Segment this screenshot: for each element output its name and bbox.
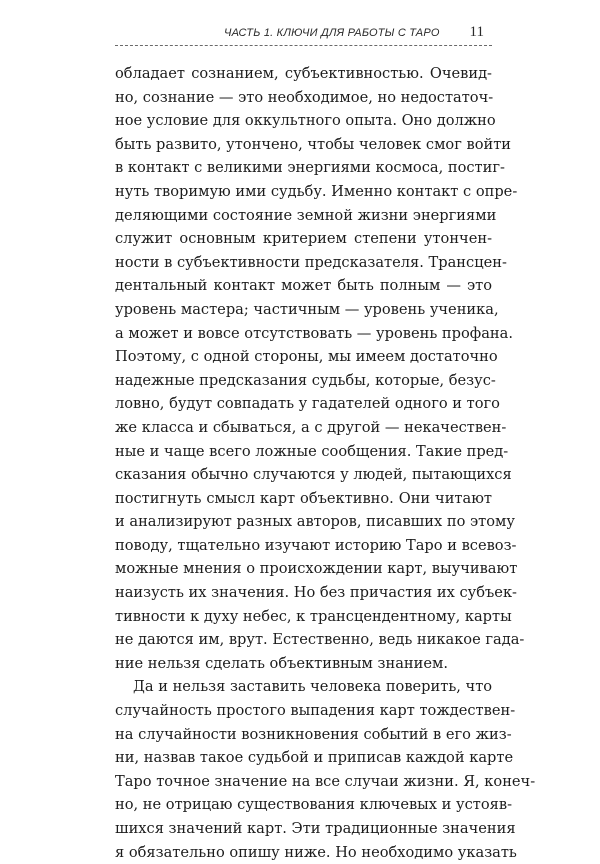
- text-line: я обязательно опишу ниже. Но необходимо указать: [115, 843, 517, 861]
- text-line: дентальный контакт может быть полным — это: [115, 277, 492, 295]
- chapter-title: ЧАСТЬ 1. КЛЮЧИ ДЛЯ РАБОТЫ С ТАРО: [224, 27, 440, 39]
- text-line: деляющими состояние земной жизни энергиями: [115, 206, 497, 224]
- text-line: ловно, будут совпадать у гадателей одного и того: [115, 395, 500, 413]
- text-line: надежные предсказания судьбы, которые, безус-: [115, 371, 496, 389]
- text-line: же класса и сбываться, а с другой — некачествен-: [115, 418, 507, 436]
- text-line: ни, назвав такое судьбой и приписав каждой карте: [115, 749, 514, 767]
- text-line: шихся значений карт. Эти традиционные значения: [115, 820, 516, 837]
- paragraph: [115, 675, 536, 864]
- text-line: постигнуть смысл карт объективно. Они читают: [115, 489, 492, 507]
- text-line: ние нельзя сделать объективным знанием.: [115, 654, 448, 672]
- text-line: но, не отрицаю существования ключевых и устояв-: [115, 796, 513, 814]
- text-line: а может и вовсе отсутствовать — уровень профана.: [115, 324, 513, 342]
- body-text: [115, 62, 536, 864]
- text-line: наизусть их значения. Но без причастия их субъек-: [115, 584, 517, 602]
- text-line: ности в субъективности предсказателя. Трансцен-: [115, 253, 507, 271]
- text-line: Таро точное значение на все случаи жизни. Я, конеч-: [115, 772, 536, 790]
- text-line: на случайности возникновения событий в его жиз-: [115, 725, 512, 743]
- text-line: не даются им, врут. Естественно, ведь никакое гада-: [115, 631, 525, 649]
- text-line: в контакт с великими энергиями космоса, постиг-: [115, 159, 505, 177]
- text-line: ные и чаще всего ложные сообщения. Такие пред-: [115, 442, 509, 460]
- text-line: можные мнения о происхождении карт, выучивают: [115, 560, 518, 578]
- text-line: ное условие для оккультного опыта. Оно должно: [115, 112, 496, 130]
- text-line: быть развито, утончено, чтобы человек смог войти: [115, 135, 512, 153]
- text-line: уровень мастера; частичным — уровень ученика,: [115, 300, 499, 318]
- text-line: обладает сознанием, субъективностью. Очевид-: [115, 65, 492, 82]
- text-line: сказания обычно случаются у людей, пытающихся: [115, 466, 512, 484]
- text-line: нуть творимую ими судьбу. Именно контакт с опре-: [115, 182, 518, 200]
- text-line: поводу, тщательно изучают историю Таро и всевоз-: [115, 536, 517, 554]
- header-divider: [115, 45, 492, 46]
- text-line: служит основным критерием степени утончен-: [115, 230, 492, 248]
- running-header: [115, 24, 492, 49]
- text-line: Да и нельзя заставить человека поверить, что: [133, 678, 493, 696]
- text-line: и анализируют разных авторов, писавших по этому: [115, 513, 515, 531]
- text-line: тивности к духу небес, к трансцендентному, карты: [115, 607, 512, 625]
- text-line: случайность простого выпадения карт тождествен-: [115, 702, 516, 720]
- paragraph: [115, 62, 525, 675]
- text-line: но, сознание — это необходимое, но недостаточ-: [115, 88, 494, 106]
- page-number: 11: [469, 24, 484, 40]
- text-line: Поэтому, с одной стороны, мы имеем достаточно: [115, 348, 498, 366]
